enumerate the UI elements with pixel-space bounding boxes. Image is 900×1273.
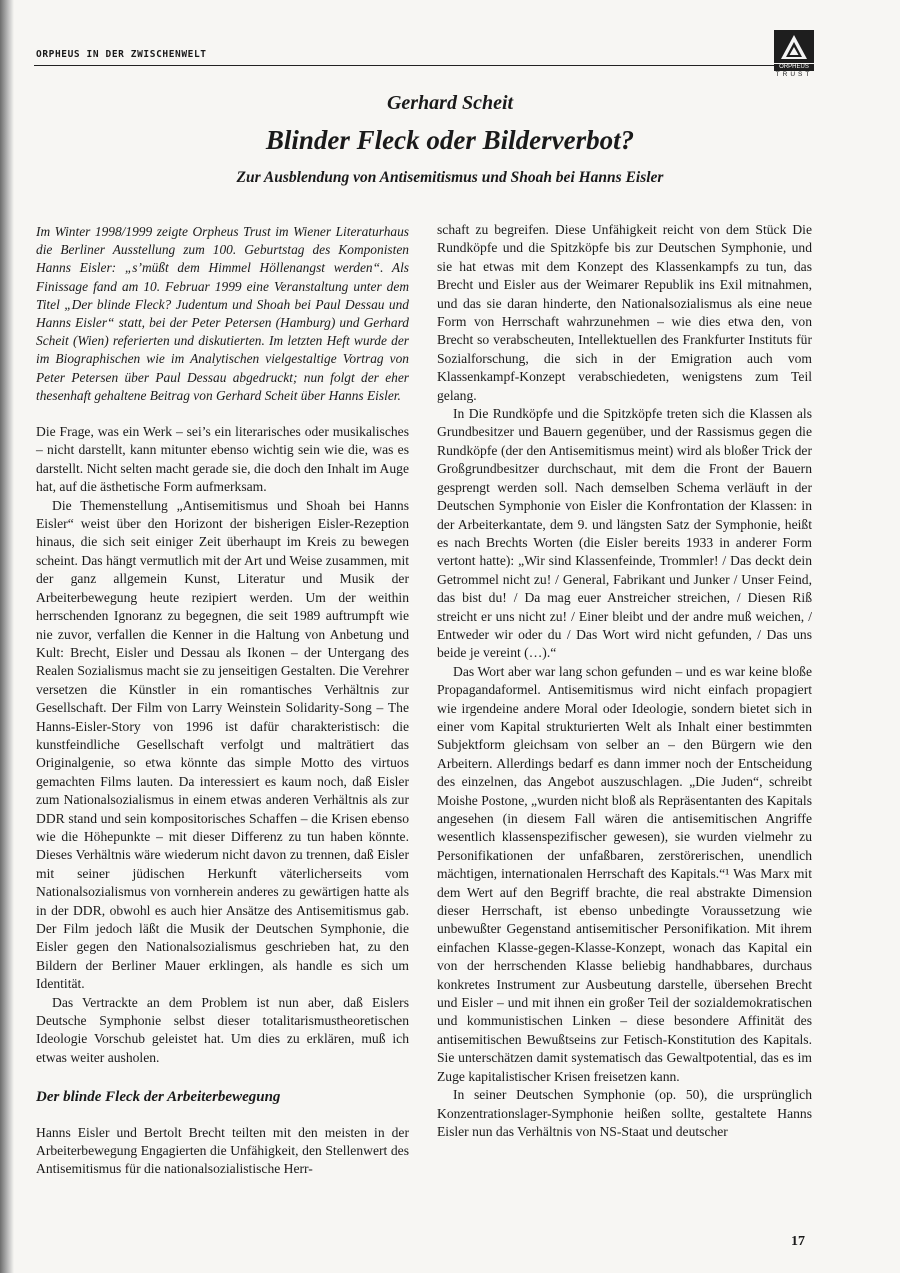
header-rule (34, 65, 811, 66)
logo-trust-text: TRUST (775, 71, 813, 78)
body-paragraph: Das Vertrackte an dem Problem ist nun aber, daß Eislers Deutsche Symphonie selbst dieser totalitarismustheoretischen Ideologie Vorschub geleistet hat. Um dies zu erklären, muß ich etwas weiter ausholen. (36, 994, 409, 1065)
section-heading: Der blinde Fleck der Arbeiterbewegung (36, 1089, 281, 1106)
body-paragraph: In Die Rundköpfe und die Spitzköpfe treten sich die Klassen als Grundbesitzer und Bauern gegenüber, und der Rassismus gegen die Rundköpfe (der den Antisemitismus meint) wird als bloßer Trick der Großgrundbesitzer durchschaut, mit dem die Front der Bauern gesprengt werden soll. Nach demselben Schema verläuft in der Deutschen Symphonie von Eisler die Konfrontation der Klassen: in der Arbeiterkantate, dem 9. und längsten Satz der Symphonie, heißt es nach Brechts Worten (die Eisler bereits 1933 in anderer Form vertont hatte): „Wir sind Klassenfeinde, Trommler! / Das deckt dein Getrommel nicht zu! / General, Fabrikant und Junker / Unser Feind, das bist du! / Da mag euer Anstreicher streichen, / Diesen Riß streicht er uns nicht zu! / Einer bleibt und der andre muß weichen, / Entweder wir oder du / Das Wort wird nicht gefunden, / Das uns beide je vereint (…).“ (437, 406, 812, 661)
body-paragraph: schaft zu begreifen. Diese Unfähigkeit reicht von dem Stück Die Rundköpfe und die Spitzköpfe bis zur Deutschen Symphonie, und sie hat etwas mit dem Konzept des Klassenkampfs zu tun, das Brecht und Eisler aus der Weimarer Republik ins Exil mitnahmen, und das sie daran hinderte, den Nationalsozialismus als eine neue Form von Herrschaft wahrzunehmen – wie dies etwa den, von Brecht so verabscheuten, Intellektuellen des Frankfurter Instituts für Sozialforschung, die sich in der Emigration auch vom Klassenkampf-Konzept verabschiedeten, wenigstens zum Teil gelang. (437, 222, 812, 403)
article-title: Blinder Fleck oder Bilderverbot? (265, 125, 635, 155)
body-paragraph: Das Wort aber war lang schon gefunden – und es war keine bloße Propagandaformel. Antisemitismus wird nicht einfach propagiert wie irgendeine andere Moral oder Ideologie, sondern bietet sich in einer vom Kapital strukturierten Welt als Inhalt einer bestimmten Subjektform gleichsam von selber an – den Bürgern wie den Arbeitern. Allerdings bedarf es dann immer noch der Entscheidung des einzelnen, das Angebot auszuschlagen. „Die Juden“, schreibt Moishe Postone, „wurden nicht bloß als Repräsentanten des Kapitals angesehen (in diesem Fall wären die antisemitischen Angriffe wesentlich klassenspezifischer gewesen), sie wurden vielmehr zu Personifikationen der unfaßbaren, zerstörerischen, unendlich mächtigen, internationalen Herrschaft des Kapitals.“¹ Was Marx mit dem Wert auf den Begriff brachte, die real abstrakte Dimension dieser Herrschaft, ist ebenso unbedingte Voraussetzung wie unbewußter Gegenstand antisemitischer Personifikation. Mit ihrem einfachen Klasse-gegen-Klasse-Konzept, wonach das Kapital ein von der herrschenden Klasse beliebig handhabbares, durchaus konkretes Instrument zur Ausbeutung darstelle, übersehen Brecht und Eisler – und mit ihnen ein großer Teil der sozialdemokratischen und kommunistischen Linken – diese besondere Affinität des antisemitischen Bewußtseins zur Fetisch-Konstitution des Kapitals. Sie unterschätzen damit systematisch das Gewaltpotential, das es im Zuge kapitalistischer Krisen freisetzen kann. (437, 663, 812, 1084)
intro-paragraph: Im Winter 1998/1999 zeigte Orpheus Trust im Wiener Literaturhaus die Berliner Ausstellung zum 100. Geburtstag des Komponisten Hanns Eisler: „s’müßt dem Himmel Höllenangst werden“. Als Finissage fand am 10. Februar 1999 eine Veranstaltung unter dem Titel „Der blinde Fleck? Judentum und Shoah bei Paul Dessau und Hanns Eisler“ statt, bei der Peter Petersen (Hamburg) und Gerhard Scheit (Wien) referierten und diskutierten. Im letzten Heft wurde der im Biographischen wie im Analytischen vielgestaltige Vortrag von Peter Petersen über Paul Dessau abgedruckt; nun folgt der eher thesenhaft gehaltene Beitrag von Gerhard Scheit über Hanns Eisler. (36, 224, 409, 403)
intro-spacer (36, 405, 409, 423)
body-paragraph: Hanns Eisler und Bertolt Brecht teilten mit den meisten in der Arbeiterbewegung Engagierten die Unfähigkeit, den Stellenwert des Antisemitismus für die nationalsozialistische Herr- (36, 1124, 409, 1177)
right-column (437, 221, 812, 1141)
logo-band-text: ORPHEUS (774, 64, 814, 71)
left-column (36, 223, 409, 1179)
publisher-logo (774, 30, 814, 76)
body-paragraph: Die Themenstellung „Antisemitismus und Shoah bei Hanns Eisler“ weist über den Horizont der bisherigen Eisler-Rezeption hinaus, die sich seit einiger Zeit überhaupt im Kreis zu bewegen scheint. Das hängt vermutlich mit der Art und Weise zusammen, mit der ganz allgemein Kunst, Literatur und Musik der Arbeiterbewegung heute rezipiert werden. Um der weithin herrschenden Ignoranz zu begegnen, die seit 1989 auftrumpft wie nie zuvor, verfallen die Kenner in die Haltung von Anbetung und Kult: Brecht, Eisler und Dessau als Ikonen – der Untergang des Realen Sozialismus macht sie zu jenseitigen Gestalten. Die Verehrer versetzen die Künstler in ein romantisches Verhältnis zur Gesellschaft. Der Film von Larry Weinstein Solidarity-Song – The Hanns-Eisler-Story von 1996 ist dafür charakteristisch: die kunstfeindliche Gesellschaft verfolgt und malträtiert das Originalgenie, so etwa könnte das simple Motto des virtuos gemachten Films lauten. Da interessiert es kaum noch, daß Eisler zum Nationalsozialismus in einem etwas anderen Verhältnis als zur DDR stand und sein kompositorisches Schaffen – die Krisen ebenso wie die Höhepunkte – mit dieser Differenz zu tun haben könnte. Dieses Verhältnis wäre wiederum nicht davon zu trennen, daß Eisler mit seiner jüdischen Herkunft väterlicherseits vom Nationalsozialismus von vornherein anderes zu gewärtigen hatte als in der DDR, obwohl es auch hier Ansätze des Antisemitismus gab. Der Film jedoch läßt die Musik der Deutschen Symphonie, die Eisler gegen den Nationalsozialismus geschrieben hat, zu den Bildern der Berliner Mauer erklingen, als handle es sich um Identität. (36, 497, 409, 992)
body-paragraph: Die Frage, was ein Werk – sei’s ein literarisches oder musikalisches – nicht darstellt, kann mitunter ebenso wichtig sein wie die, was es darstellt. Nicht selten macht gerade sie, die doch den Inhalt im Auge hat, auf die ästhetische Form aufmerksam. (36, 424, 409, 495)
article-subtitle: Zur Ausblendung von Antisemitismus und Shoah bei Hanns Eisler (236, 169, 664, 186)
page-binding-shadow (0, 0, 14, 1273)
running-head: ORPHEUS IN DER ZWISCHENWELT (36, 49, 207, 60)
body-paragraph: In seiner Deutschen Symphonie (op. 50), die ursprünglich Konzentrationslager-Symphonie heißen sollte, gestaltete Hanns Eisler nun das Verhältnis von NS-Staat und deutscher (437, 1087, 812, 1139)
article-author: Gerhard Scheit (386, 92, 514, 114)
triangle-logo-icon (774, 30, 814, 63)
page-number: 17 (791, 1234, 805, 1249)
